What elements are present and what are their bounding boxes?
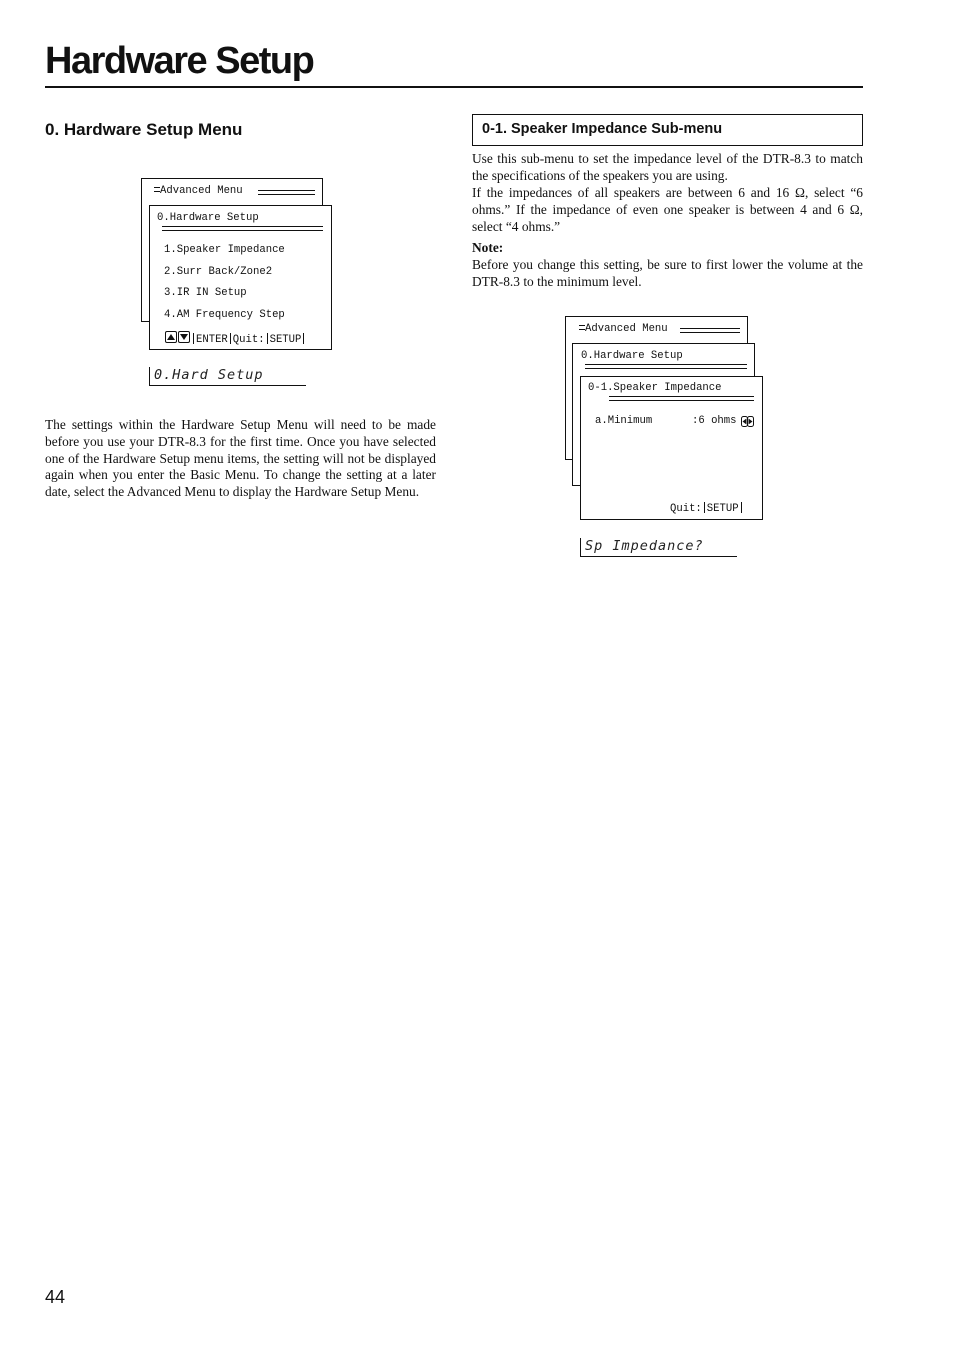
title-rule	[45, 86, 863, 88]
page-number: 44	[45, 1287, 66, 1307]
down-arrow-button-icon	[178, 331, 190, 343]
up-arrow-button-icon	[165, 331, 177, 343]
footer-enter: ENTER	[196, 334, 228, 346]
subsection-heading-box	[472, 114, 863, 146]
osd-item: 3.IR IN Setup	[164, 287, 247, 299]
footer-setup: SETUP	[706, 503, 739, 515]
subsection-heading: 0-1. Speaker Impedance Sub-menu	[482, 121, 723, 137]
osd-item: 1.Speaker Impedance	[164, 244, 285, 256]
impedance-item-value: :6 ohms	[692, 415, 737, 427]
osd-window-title: 0.Hardware Setup	[581, 350, 683, 362]
osd-front-title: 0.Hardware Setup	[157, 212, 259, 224]
note-paragraph: Before you change this setting, be sure to first lower the volume at the DTR-8.3 to the minimum level.	[472, 257, 863, 289]
osd-front-window	[149, 205, 332, 350]
osd-hardware-menu	[141, 178, 333, 350]
osd-window-title: 0-1.Speaker Impedance	[588, 382, 722, 394]
page-title: Hardware Setup	[45, 40, 314, 82]
osd-footer	[165, 331, 306, 347]
lcd-display	[149, 367, 306, 386]
footer-setup: SETUP	[269, 334, 302, 346]
osd-item: 4.AM Frequency Step	[164, 309, 285, 321]
osd-window-impedance	[580, 376, 763, 520]
section-heading: 0. Hardware Setup Menu	[45, 120, 243, 139]
osd-item: 2.Surr Back/Zone2	[164, 266, 273, 278]
note-label: Note:	[472, 240, 504, 255]
osd-footer	[670, 502, 744, 516]
left-right-arrow-buttons-icon	[741, 416, 754, 427]
body-paragraph: If the impedances of all speakers are between 6 and 16 Ω, select “6 ohms.” If the impedance of even one speaker is between 4 and 6 Ω, select “4 ohms.”	[472, 185, 863, 234]
lcd-text: Sp Impedance?	[585, 538, 704, 554]
osd-window-title: Advanced Menu	[585, 323, 668, 335]
footer-quit: Quit:	[670, 503, 702, 515]
osd-impedance-menu	[565, 316, 765, 522]
footer-quit: Quit:	[232, 334, 265, 346]
lcd-display	[580, 538, 737, 557]
osd-back-title: Advanced Menu	[160, 185, 243, 197]
body-paragraph: The settings within the Hardware Setup Menu will need to be made before you use your DTR-8.3 for the first time. Once you have selected one of the Hardware Setup menu items, the setting will not be displayed again when you enter the Basic Menu. To change the setting at a later date, select the Advanced Menu to display the Hardware Setup Menu.	[45, 417, 436, 500]
body-paragraph: Use this sub-menu to set the impedance level of the DTR-8.3 to match the specifications of the speakers you are using.	[472, 151, 863, 183]
impedance-item-label: a.Minimum	[595, 415, 653, 427]
lcd-text: 0.Hard Setup	[154, 367, 264, 383]
